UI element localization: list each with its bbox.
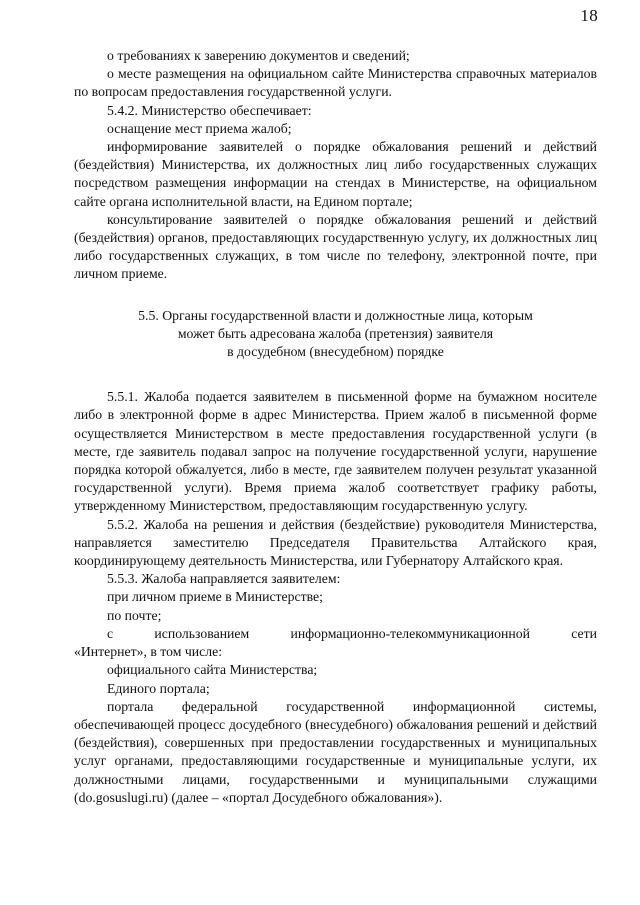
paragraph: о месте размещения на официальном сайте Министерства справочных материалов по вопросам предоставления государственной услуги. xyxy=(74,66,597,100)
paragraph: 5.5.2. Жалоба на решения и действия (бездействие) руководителя Министерства, направляется заместителю Председателя Правительства Алтайского края, координирующему деятельность Министерства, или Губернатору Алтайского края. xyxy=(74,516,597,569)
paragraph: «Интернет», в том числе: xyxy=(74,644,223,660)
paragraph: по почте; xyxy=(107,607,162,623)
paragraph: о требованиях к заверению документов и сведений; xyxy=(107,48,410,63)
paragraph: портала федеральной государственной информационной системы, обеспечивающей процесс досудебного (внесудебного) обжалования решений и действий (бездействия), совершенных при предоставлении государственных и муниципальных услуг органами, предоставляющими государственные и муниципальные услуги, их должностными лицами, государственными и муниципальными служащими (do.gosuslugi.ru) (далее – «портал Досудебного обжалования»). xyxy=(74,698,597,805)
document-body xyxy=(74,47,597,807)
paragraph: Единого портала; xyxy=(107,680,210,696)
section-heading-line: может быть адресована жалоба (претензия) заявителя xyxy=(177,325,494,341)
paragraph: с использованием информационно-телекоммуникационной сети xyxy=(107,625,597,641)
paragraph: информирование заявителей о порядке обжалования решений и действий (бездействия) Министерства, их должностных лиц либо государственных служащих посредством размещения информации на стендах в Министерстве, на официальном сайте органа исполнительной власти, на Едином портале; xyxy=(74,139,597,209)
paragraph: 5.5.3. Жалоба направляется заявителем: xyxy=(107,571,341,587)
section-heading-line: в досудебном (внесудебном) порядке xyxy=(227,344,444,360)
section-heading xyxy=(74,307,597,362)
paragraph: официального сайта Министерства; xyxy=(107,662,318,678)
page-number: 18 xyxy=(580,6,598,25)
section-heading-line: 5.5. Органы государственной власти и должностные лица, которым xyxy=(138,307,533,323)
paragraph: 5.4.2. Министерство обеспечивает: xyxy=(107,102,312,118)
paragraph: при личном приеме в Министерстве; xyxy=(107,589,323,605)
paragraph: 5.5.1. Жалоба подается заявителем в письменной форме на бумажном носителе либо в электронной форме в адрес Министерства. Прием жалоб в письменной форме осуществляется Министерством в месте предоставления государственной услуги (в месте, где заявитель подавал запрос на получение государственной услуги, нарушение порядка которой обжалуется, либо в месте, где заявителем получен результат указанной государственной услуги). Время приема жалоб соответствует графику работы, утвержденному Министерством, предоставляющим государственную услугу. xyxy=(74,389,597,514)
paragraph: консультирование заявителей о порядке обжалования решений и действий (бездействия) органов, предоставляющих государственную услугу, их должностных лиц либо государственных служащих, в том числе по телефону, электронной почте, при личном приеме. xyxy=(74,211,597,282)
paragraph: оснащение мест приема жалоб; xyxy=(107,120,292,136)
